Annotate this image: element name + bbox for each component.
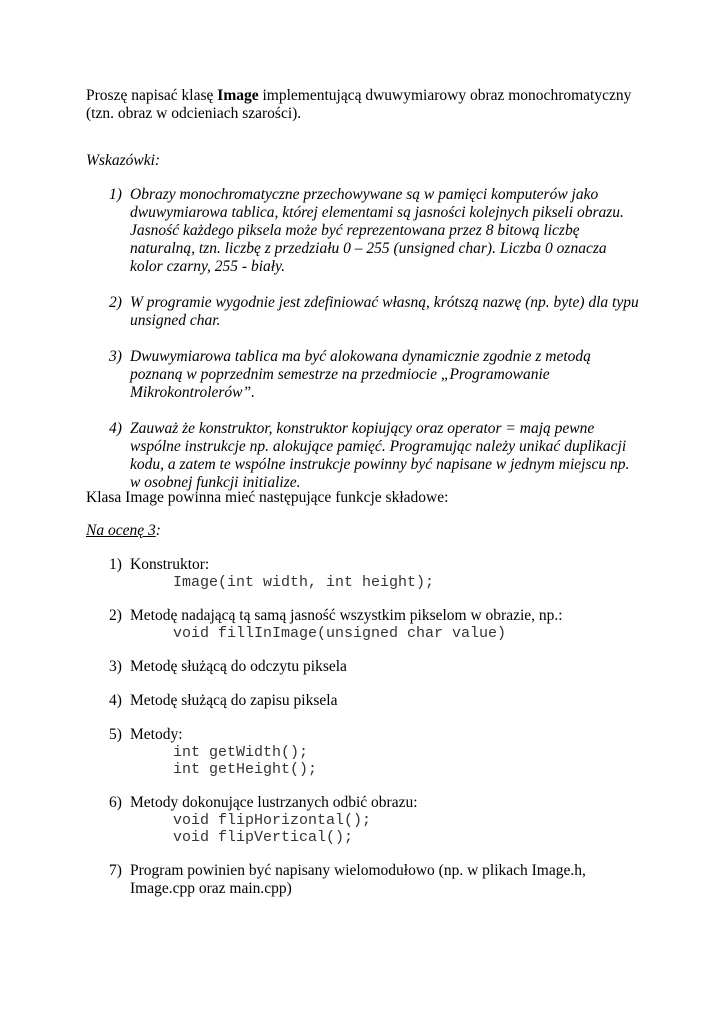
code-line: void flipHorizontal(); — [173, 812, 372, 829]
code-line: int getWidth(); — [173, 744, 309, 761]
requirement-text: Metodę nadającą tą samą jasność wszystkim pikselom w obrazie, np.: — [130, 607, 563, 624]
code-line: Image(int width, int height); — [173, 574, 435, 591]
hint-number: 3) — [109, 348, 122, 365]
grade-colon: : — [155, 522, 161, 539]
requirement-number: 5) — [109, 726, 122, 743]
requirement-number: 3) — [109, 658, 122, 675]
hint-item — [0, 294, 724, 330]
hint-text: Obrazy monochromatyczne przechowywane są w pamięci komputerów jako dwuwymiarowa tablica, której elementami są jasności kolejnych pikseli obrazu. Jasność każdego piksela może być reprezentowana przez 8 bitową liczbę naturalną, tzn. liczbę z przedziału 0 – 255 (unsigned char). Liczba 0 oznacza kolor czarny, 255 - biały. — [130, 186, 624, 275]
requirement-number: 7) — [109, 862, 122, 879]
requirement-text: Metody: — [130, 726, 183, 743]
grade-heading — [86, 522, 161, 540]
requirement-text: Metody dokonujące lustrzanych odbić obrazu: — [130, 794, 418, 811]
grade-label: Na ocenę 3 — [86, 522, 156, 539]
intro-text-after: implementującą dwuwymiarowy obraz monochromatyczny (tzn. obraz w odcieniach szarości). — [86, 87, 632, 122]
intro-paragraph — [86, 87, 656, 123]
requirement-item — [0, 862, 724, 898]
requirement-number: 6) — [109, 794, 122, 811]
intro-text-before: Proszę napisać klasę — [86, 87, 218, 104]
hint-number: 4) — [109, 420, 122, 437]
requirement-text: Metodę służącą do zapisu piksela — [130, 692, 338, 709]
hint-number: 1) — [109, 186, 122, 203]
requirement-item — [0, 556, 724, 591]
requirement-item — [0, 658, 724, 676]
requirement-number: 4) — [109, 692, 122, 709]
intro-class-name: Image — [217, 87, 259, 104]
hint-item — [0, 348, 724, 402]
requirement-item — [0, 692, 724, 710]
hints-heading: Wskazówki: — [86, 152, 161, 169]
hint-number: 2) — [109, 294, 122, 311]
requirement-item — [0, 607, 724, 642]
hint-item — [0, 186, 724, 276]
requirement-item — [0, 726, 724, 778]
hint-item — [0, 420, 724, 492]
requirement-number: 1) — [109, 556, 122, 573]
hint-text: W programie wygodnie jest zdefiniować własną, krótszą nazwę (np. byte) dla typu unsigned char. — [130, 294, 639, 329]
hint-text: Zauważ że konstruktor, konstruktor kopiujący oraz operator = mają pewne wspólne instrukcje np. alokujące pamięć. Programując należy unikać duplikacji kodu, a zatem te wspólne instrukcje powinny być napisane w jednym miejscu np. w osobnej funkcji initialize. — [130, 420, 630, 491]
class-members-intro: Klasa Image powinna mieć następujące funkcje składowe: — [86, 489, 449, 506]
code-line: void fillInImage(unsigned char value) — [173, 625, 507, 642]
hint-text: Dwuwymiarowa tablica ma być alokowana dynamicznie zgodnie z metodą poznaną w poprzednim semestrze na przedmiocie „Programowanie Mikrokontrolerów”. — [130, 348, 591, 401]
code-line: int getHeight(); — [173, 761, 318, 778]
requirements-list — [0, 556, 724, 914]
code-line: void flipVertical(); — [173, 829, 354, 846]
requirement-text: Konstruktor: — [130, 556, 210, 573]
requirement-text: Metodę służącą do odczytu piksela — [130, 658, 347, 675]
hints-list — [0, 186, 724, 510]
requirement-text: Program powinien być napisany wielomodułowo (np. w plikach Image.h, Image.cpp oraz main.cpp) — [130, 862, 586, 897]
requirement-number: 2) — [109, 607, 122, 624]
requirement-item — [0, 794, 724, 846]
